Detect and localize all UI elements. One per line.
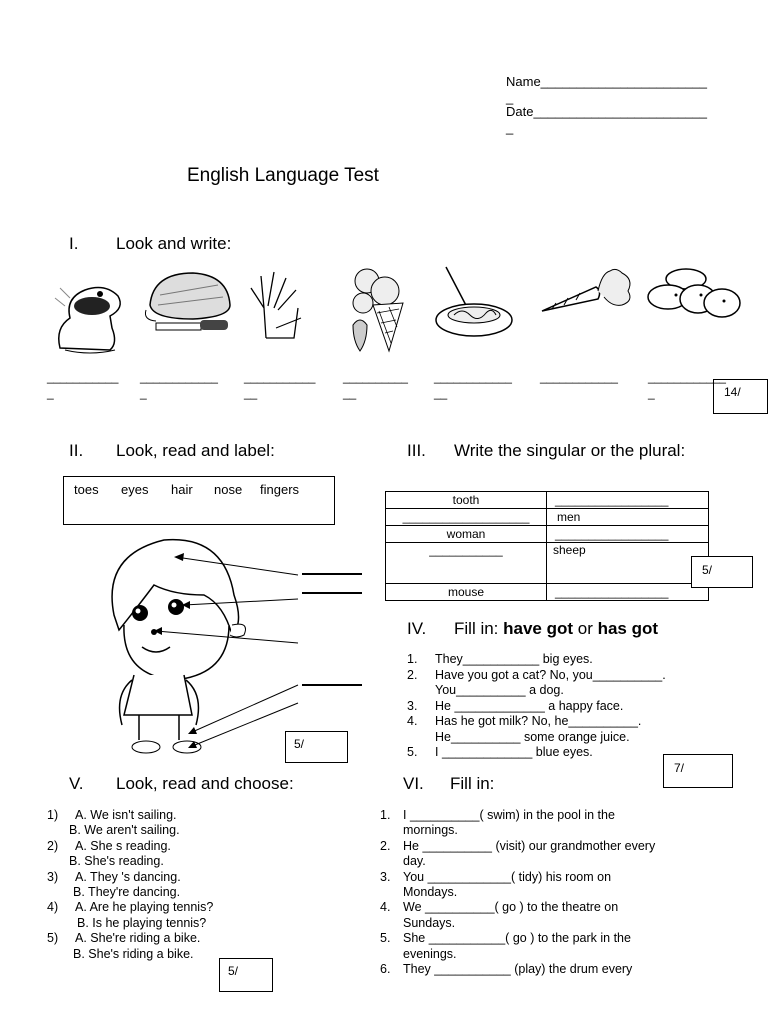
choice-a[interactable]: A. She s reading. [75, 838, 171, 853]
blank-tail: _ [47, 386, 54, 400]
section4-list [407, 652, 717, 761]
item-text-2: day. [403, 854, 426, 869]
item-text[interactable]: You ____________( tidy) his room on [403, 869, 612, 884]
title-prefix: Fill in: [454, 619, 504, 638]
word-bank [63, 476, 335, 525]
title-bold-has: has got [597, 619, 659, 638]
blank-line: __________ [343, 370, 408, 384]
spaghetti-picture [432, 265, 516, 345]
list-item [407, 668, 717, 699]
table-cell: woman [386, 526, 547, 543]
word-eyes: eyes [121, 482, 149, 497]
item-text-2[interactable]: You__________ a dog. [435, 683, 564, 697]
item-text[interactable]: They ___________ (play) the drum every [403, 962, 633, 977]
item-text-2: evenings. [403, 946, 457, 961]
table-cell[interactable]: ___________________ [386, 509, 547, 526]
date-line: Date________________________ [506, 104, 707, 119]
choice-b[interactable]: B. She's riding a bike. [73, 946, 194, 961]
item-number: 4. [380, 900, 391, 915]
picture-blank-5[interactable] [434, 371, 512, 400]
section6-title: Fill in: [450, 774, 495, 793]
table-cell: men [547, 509, 709, 526]
picture-blank-6[interactable] [540, 371, 618, 387]
blank-tail: __ [343, 386, 356, 400]
bread-picture [138, 265, 238, 340]
item-text[interactable]: Has he got milk? No, he__________. [435, 714, 642, 728]
item-number: 3) [47, 869, 59, 884]
list-item [47, 808, 213, 839]
section4-number: IV. [407, 619, 427, 638]
name-field[interactable] [506, 74, 707, 89]
item-number: 2. [407, 667, 418, 682]
section3-title: Write the singular or the plural: [454, 441, 686, 460]
section2-number: II. [69, 441, 84, 460]
item-text[interactable]: We __________( go ) to the theatre on [403, 900, 619, 915]
table-row [386, 543, 709, 584]
section4-score-box [663, 754, 733, 788]
table-cell[interactable]: _________________ [547, 526, 709, 543]
section2-title: Look, read and label: [116, 441, 275, 460]
duckling-picture [50, 268, 130, 358]
table-cell[interactable]: _________________ [547, 584, 709, 601]
name-line: Name_______________________ [506, 74, 707, 89]
item-number: 6. [380, 962, 391, 977]
choice-a[interactable]: A. They 's dancing. [75, 869, 181, 884]
item-number: 1. [380, 808, 391, 822]
list-item [47, 900, 213, 931]
blank-tail: _ [648, 386, 655, 400]
list-item [407, 699, 717, 715]
item-text[interactable]: They___________ big eyes. [435, 652, 593, 666]
section1-number: I. [69, 234, 79, 253]
item-number: 5) [47, 931, 59, 946]
choice-a[interactable]: A. We isn't sailing. [75, 808, 177, 822]
section1-title: Look and write: [116, 234, 232, 253]
section6-list [380, 808, 720, 977]
word-nose: nose [214, 482, 243, 497]
girl-picture [84, 535, 369, 760]
fingers-picture [246, 268, 308, 340]
item-number: 4. [407, 714, 418, 728]
section3-score: 5/ [702, 563, 713, 577]
blank-tail: __ [434, 386, 447, 400]
word-hair: hair [171, 482, 193, 497]
choice-a[interactable]: A. She're riding a bike. [75, 931, 201, 946]
item-number: 3. [407, 698, 418, 713]
item-number: 1) [47, 808, 59, 822]
section5-list [47, 808, 213, 962]
list-item [380, 839, 720, 870]
item-text[interactable]: He __________ (visit) our grandmother every [403, 838, 656, 853]
picture-blank-3[interactable] [244, 371, 315, 400]
date-field[interactable] [506, 104, 707, 119]
list-item [380, 808, 720, 839]
table-row [386, 584, 709, 601]
section4-title [454, 619, 658, 639]
section3-number: III. [407, 441, 426, 460]
section5-score: 5/ [228, 964, 239, 978]
list-item [407, 652, 717, 668]
singular-plural-table [385, 491, 709, 601]
section5-title: Look, read and choose: [116, 774, 294, 793]
table-row [386, 509, 709, 526]
item-text[interactable]: Have you got a cat? No, you__________. [435, 667, 666, 682]
blank-line: ____________ [648, 370, 726, 384]
item-number: 2) [47, 838, 59, 853]
section5-score-box [219, 958, 273, 992]
picture-blank-1[interactable] [47, 371, 118, 400]
table-cell: mouse [386, 584, 547, 601]
list-item [47, 931, 213, 962]
table-cell[interactable]: ___________ [386, 543, 547, 584]
blank-line: ____________ [434, 370, 512, 384]
blank-line: ____________ [540, 370, 618, 384]
table-cell: sheep [547, 543, 709, 584]
potatoes-picture [646, 265, 744, 325]
table-cell[interactable]: _________________ [547, 492, 709, 509]
item-text[interactable]: I __________( swim) in the pool in the [403, 808, 615, 822]
item-number: 3. [380, 869, 391, 884]
section1-score-box [713, 379, 768, 414]
choice-b[interactable]: B. She's reading. [69, 854, 164, 869]
choice-b[interactable]: B. They're dancing. [73, 885, 181, 900]
choice-b[interactable]: B. Is he playing tennis? [77, 915, 207, 930]
blank-tail: _ [140, 386, 147, 400]
section6-number: VI. [403, 774, 424, 793]
section2-score: 5/ [294, 737, 305, 751]
table-cell: tooth [386, 492, 547, 509]
section2-score-box [285, 731, 348, 763]
list-item [47, 839, 213, 870]
name-tail: _ [506, 90, 514, 105]
list-item [380, 962, 720, 977]
word-toes: toes [74, 482, 99, 497]
item-text-2[interactable]: He__________ some orange juice. [435, 729, 630, 744]
list-item [380, 900, 720, 931]
section5-number: V. [69, 774, 84, 793]
ice-cream-picture [345, 263, 411, 353]
item-number: 4) [47, 900, 59, 915]
blank-line: ___________ [47, 370, 119, 384]
title-bold-have: have got [503, 619, 574, 638]
section1-score: 14/ [724, 385, 741, 399]
table-row [386, 492, 709, 509]
section3-score-box [691, 556, 753, 588]
item-text[interactable]: He _____________ a happy face. [435, 698, 624, 713]
list-item [47, 870, 213, 901]
item-text-2: Sundays. [403, 915, 456, 930]
blank-line: ___________ [244, 370, 316, 384]
table-row [386, 526, 709, 543]
item-text[interactable]: She ___________( go ) to the park in the [403, 931, 631, 946]
page-title: English Language Test [187, 165, 379, 186]
choice-b[interactable]: B. We aren't sailing. [69, 823, 180, 838]
picture-blank-2[interactable] [140, 371, 218, 400]
list-item [407, 714, 717, 745]
blank-tail: __ [244, 386, 257, 400]
item-number: 2. [380, 838, 391, 853]
picture-blank-4[interactable] [343, 371, 408, 400]
list-item [380, 931, 720, 962]
word-fingers: fingers [260, 482, 300, 497]
item-number: 5. [380, 931, 391, 946]
item-text-2: mornings. [403, 823, 458, 838]
date-tail: _ [506, 120, 514, 135]
item-text[interactable]: I _____________ blue eyes. [435, 745, 593, 759]
list-item [380, 870, 720, 901]
item-number: 1. [407, 652, 418, 666]
title-mid: or [573, 619, 598, 638]
carrot-picture [538, 265, 636, 320]
item-number: 5. [407, 745, 418, 759]
choice-a[interactable]: A. Are he playing tennis? [75, 900, 214, 915]
section4-score: 7/ [674, 761, 685, 775]
item-text-2: Mondays. [403, 885, 458, 900]
blank-line: ____________ [140, 370, 218, 384]
